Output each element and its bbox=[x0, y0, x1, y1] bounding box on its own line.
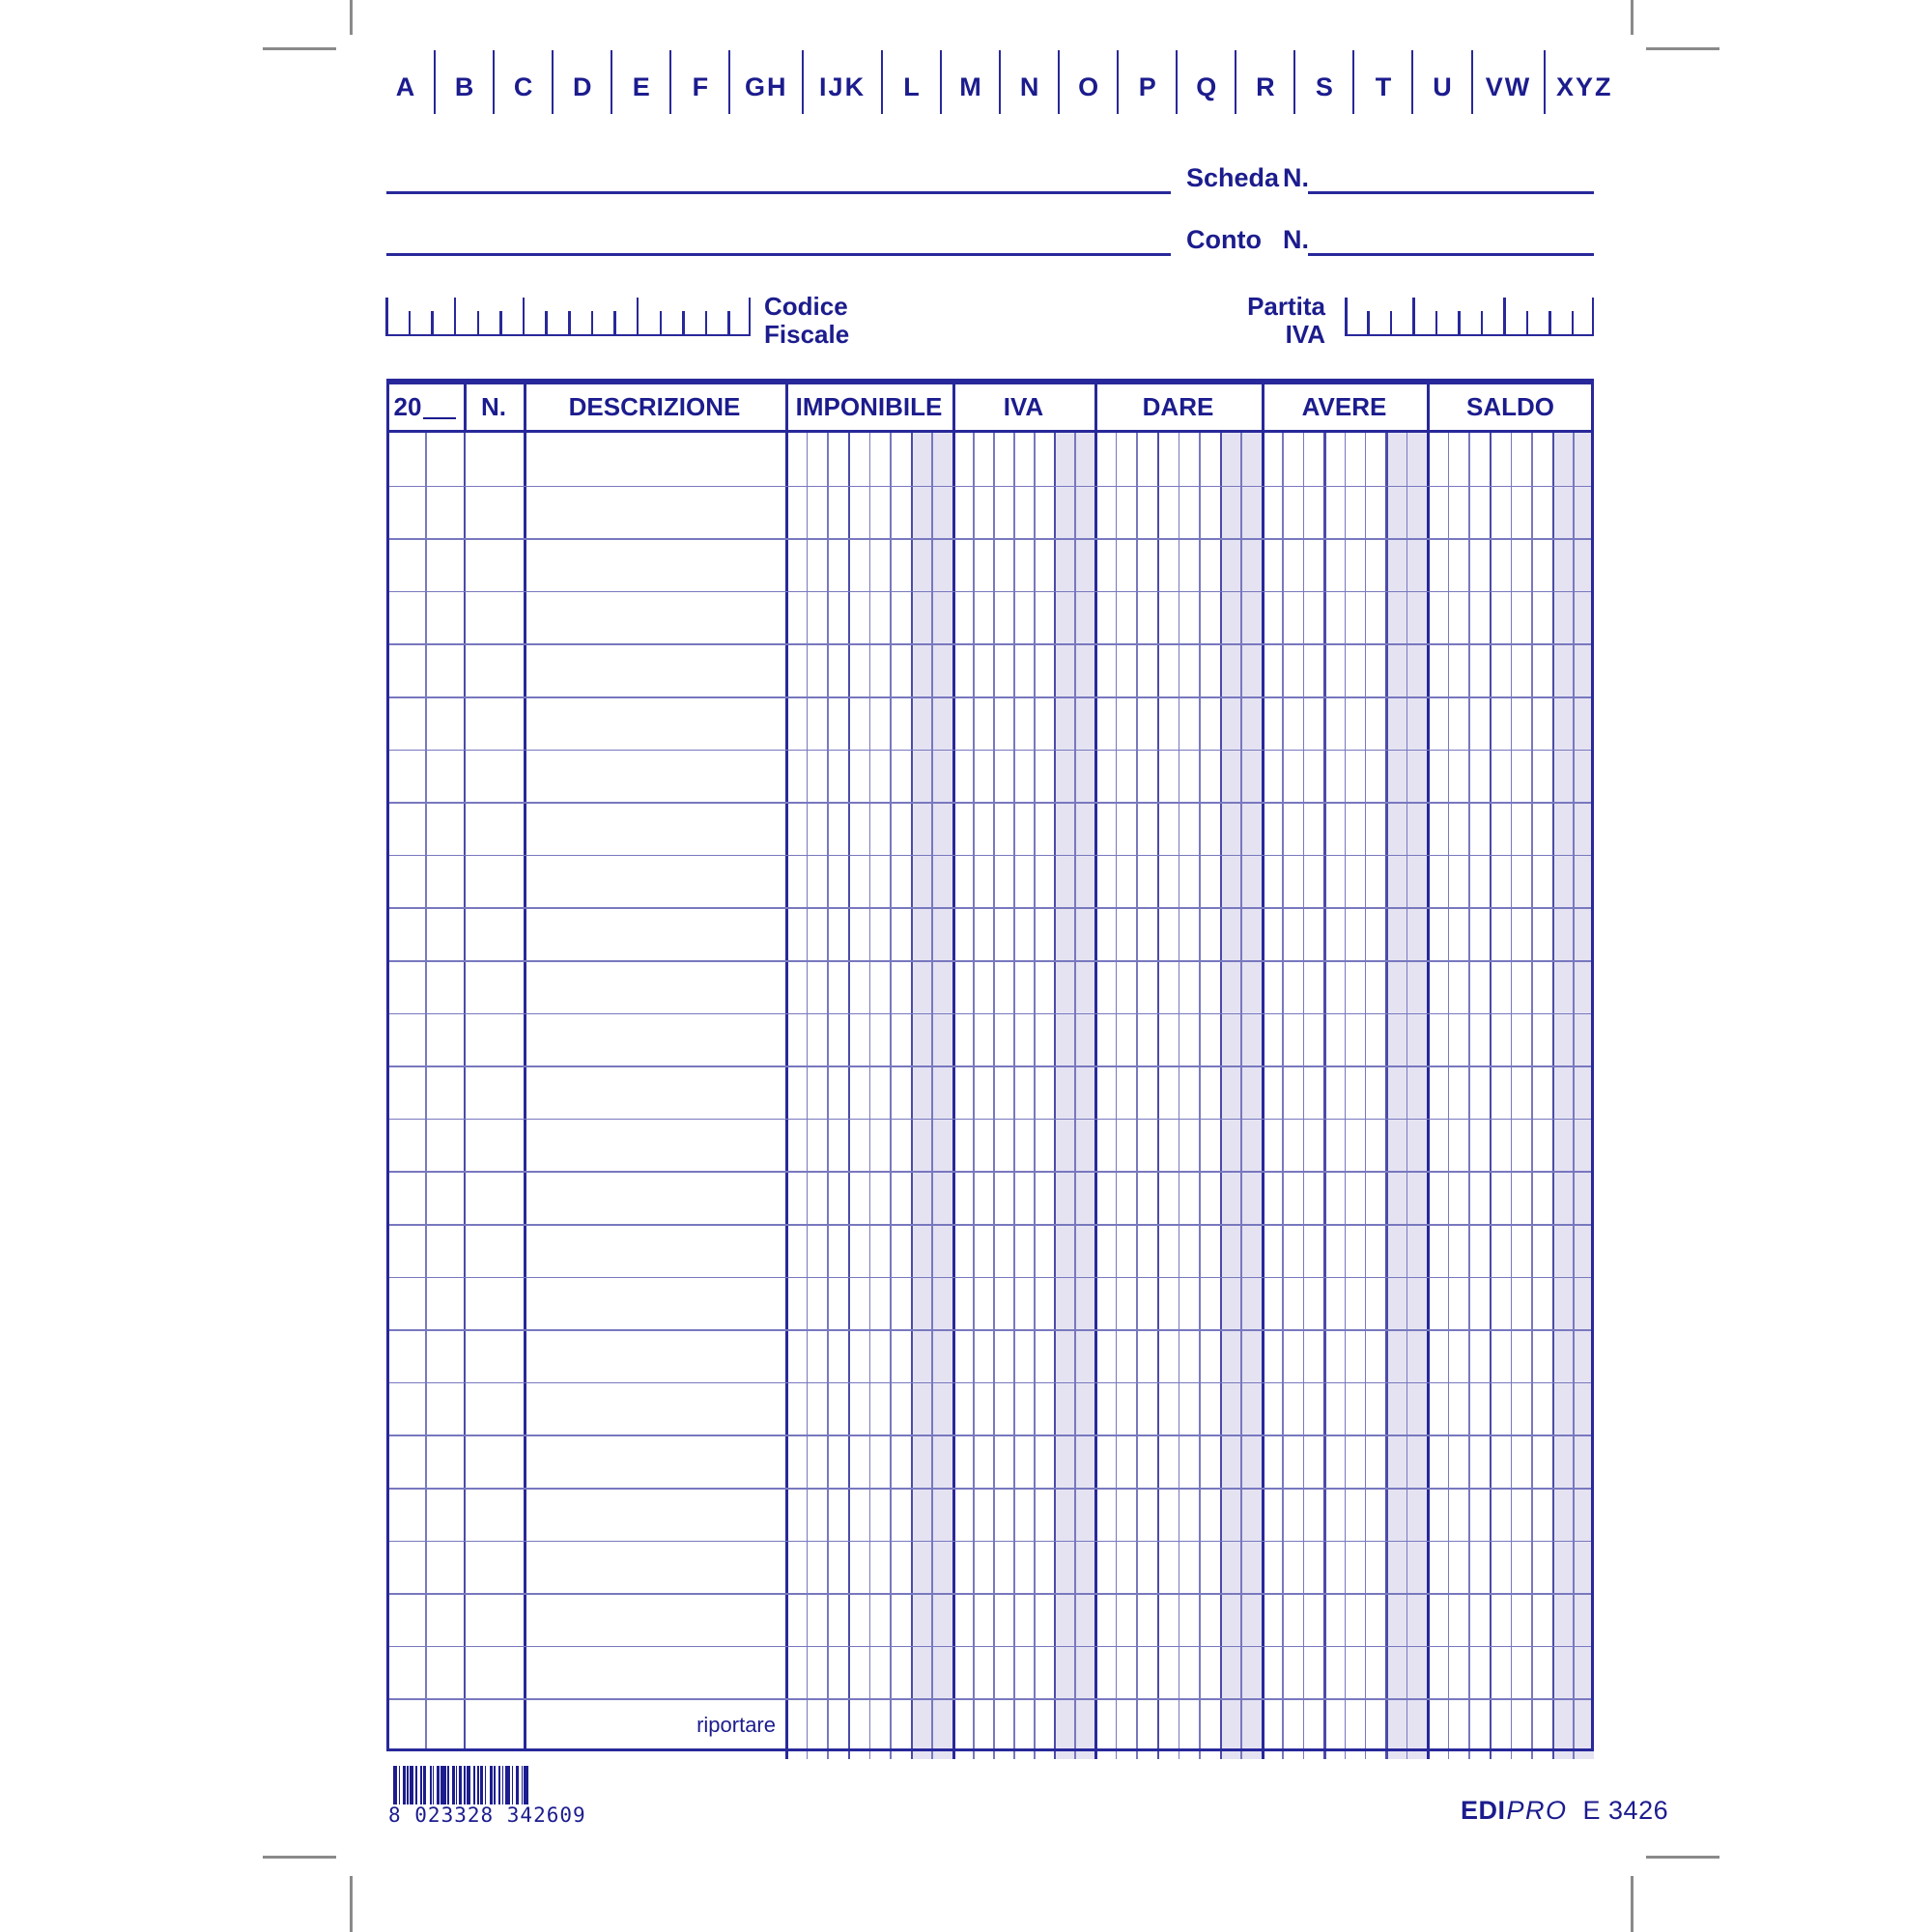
row-line bbox=[389, 1277, 1591, 1279]
alphabet-tab-p: P bbox=[1119, 50, 1178, 114]
crop-mark-bottom-left-vertical bbox=[350, 1876, 353, 1932]
comb-tooth bbox=[523, 298, 526, 336]
grid-vline bbox=[848, 433, 850, 1759]
comb-tooth bbox=[637, 298, 639, 336]
grid-vline bbox=[1034, 433, 1036, 1759]
crop-mark-bottom-right-vertical bbox=[1631, 1876, 1634, 1932]
alphabet-tab-xyz: XYZ bbox=[1555, 72, 1613, 101]
grid-vline bbox=[1468, 433, 1470, 1759]
row-line bbox=[389, 696, 1591, 698]
grid-vline bbox=[1531, 433, 1533, 1759]
header-separator bbox=[1262, 384, 1264, 430]
alphabet-tab-t: T bbox=[1354, 50, 1413, 114]
conto-label: Conto bbox=[1186, 225, 1262, 254]
grid-vline bbox=[1157, 433, 1159, 1759]
grid-vline bbox=[1013, 433, 1015, 1759]
row-line bbox=[389, 643, 1591, 645]
grid-vline bbox=[1054, 433, 1056, 1759]
grid-vline bbox=[1490, 433, 1492, 1759]
header-separator bbox=[1094, 384, 1097, 430]
col-header-descrizione: DESCRIZIONE bbox=[568, 392, 741, 421]
grid-vline bbox=[993, 433, 995, 1759]
table-border-bottom bbox=[386, 1748, 1594, 1751]
grid-vline bbox=[1323, 433, 1325, 1759]
header-separator bbox=[524, 384, 526, 430]
col-header-imponibile: IMPONIBILE bbox=[795, 392, 943, 421]
alphabet-tab-m: M bbox=[942, 50, 1001, 114]
conto-n-label: N. bbox=[1283, 225, 1309, 254]
grid-vline bbox=[1074, 433, 1076, 1759]
alphabet-tab-ijk: IJK bbox=[804, 50, 883, 114]
comb-tooth bbox=[545, 311, 548, 336]
crop-mark-bottom-right-horizontal bbox=[1646, 1856, 1719, 1859]
partita-iva-comb bbox=[1345, 296, 1594, 336]
row-line bbox=[389, 855, 1591, 857]
crop-mark-top-right-horizontal bbox=[1646, 47, 1719, 50]
alphabet-tab-q: Q bbox=[1178, 50, 1236, 114]
table-border-right bbox=[1591, 379, 1594, 1751]
grid-vline bbox=[1345, 433, 1347, 1759]
row-line bbox=[389, 750, 1591, 752]
row-line bbox=[389, 1646, 1591, 1648]
row-line bbox=[389, 1065, 1591, 1067]
comb-tooth bbox=[431, 311, 434, 336]
comb-tooth bbox=[1367, 311, 1370, 336]
barcode-digits: 8 023328 342609 bbox=[388, 1804, 586, 1827]
row-line bbox=[389, 1013, 1591, 1015]
scheda-fill-line bbox=[386, 191, 1171, 194]
comb-tooth bbox=[385, 298, 388, 336]
comb-baseline bbox=[1345, 334, 1594, 337]
alphabet-tab-o: O bbox=[1060, 50, 1119, 114]
header-separator bbox=[1427, 384, 1430, 430]
grid-vline bbox=[1199, 433, 1201, 1759]
brand-edi: EDI bbox=[1461, 1796, 1506, 1825]
brand-footer bbox=[1461, 1798, 1668, 1824]
comb-tooth bbox=[1458, 311, 1461, 336]
row-line bbox=[389, 1541, 1591, 1543]
grid-vline bbox=[1511, 433, 1513, 1759]
row-line bbox=[389, 1435, 1591, 1436]
row-line bbox=[389, 802, 1591, 804]
header-separator bbox=[785, 384, 788, 430]
row-line bbox=[389, 538, 1591, 540]
grid-vline bbox=[1385, 433, 1387, 1759]
alphabet-tab-u: U bbox=[1413, 50, 1472, 114]
comb-tooth bbox=[660, 311, 663, 336]
grid-vline bbox=[890, 433, 892, 1759]
alphabet-tab-b: B bbox=[436, 50, 495, 114]
comb-tooth bbox=[749, 298, 752, 336]
row-line bbox=[389, 960, 1591, 962]
alphabet-tab-r: R bbox=[1236, 50, 1295, 114]
row-line bbox=[389, 1382, 1591, 1384]
crop-mark-top-right-vertical bbox=[1631, 0, 1634, 35]
grid-vline bbox=[1448, 433, 1450, 1759]
comb-tooth bbox=[1548, 311, 1551, 336]
comb-tooth bbox=[409, 311, 412, 336]
table-border-left bbox=[386, 379, 389, 1751]
comb-tooth bbox=[1390, 311, 1393, 336]
comb-tooth bbox=[1572, 311, 1575, 336]
grid-vline bbox=[1573, 433, 1575, 1759]
alphabet-tab-c: C bbox=[495, 50, 554, 114]
table-border-top bbox=[386, 379, 1594, 384]
conto-row bbox=[386, 216, 1594, 256]
grid-vline bbox=[1179, 433, 1180, 1759]
grid-vline bbox=[1365, 433, 1367, 1759]
conto-fill-line bbox=[386, 253, 1171, 256]
grid-vline bbox=[1220, 433, 1222, 1759]
grid-vline bbox=[1303, 433, 1305, 1759]
scheda-label: Scheda bbox=[1186, 163, 1280, 192]
alphabet-tab-gh: GH bbox=[730, 50, 804, 114]
alphabet-tab-l: L bbox=[883, 50, 942, 114]
col-header-dare: DARE bbox=[1142, 392, 1214, 421]
comb-tooth bbox=[1592, 298, 1595, 336]
col-header-year bbox=[386, 384, 464, 430]
codice-fiscale-label-line1: Codice bbox=[764, 292, 848, 321]
row-line bbox=[389, 1329, 1591, 1331]
comb-tooth bbox=[1345, 298, 1348, 336]
crop-mark-top-left-vertical bbox=[350, 0, 353, 35]
row-line bbox=[389, 1224, 1591, 1226]
comb-tooth bbox=[568, 311, 571, 336]
grid-vline bbox=[1552, 433, 1554, 1759]
comb-tooth bbox=[477, 311, 480, 336]
grid-vline bbox=[1136, 433, 1138, 1759]
comb-tooth bbox=[727, 311, 730, 336]
row-line bbox=[389, 486, 1591, 488]
row-line bbox=[389, 1171, 1591, 1173]
codice-fiscale-label-line2: Fiscale bbox=[764, 320, 850, 349]
grid-vline bbox=[869, 433, 871, 1759]
col-header-saldo: SALDO bbox=[1466, 392, 1554, 421]
grid-vline-date-split bbox=[425, 433, 427, 1751]
grid-vline bbox=[931, 433, 933, 1759]
comb-tooth bbox=[454, 298, 457, 336]
partita-iva-label-line1: Partita bbox=[1247, 292, 1325, 321]
alphabet-tab-vw: VW bbox=[1473, 50, 1547, 114]
grid-vline-column-boundary bbox=[1262, 433, 1264, 1759]
col-header-iva: IVA bbox=[1003, 392, 1044, 421]
col-header-avere: AVERE bbox=[1301, 392, 1387, 421]
comb-tooth bbox=[1481, 311, 1484, 336]
grid-vline bbox=[827, 433, 829, 1759]
grid-vline-column-boundary bbox=[952, 433, 955, 1759]
year-prefix: 20 bbox=[393, 392, 422, 421]
grid-vline-descrizione bbox=[524, 433, 526, 1751]
barcode-bar bbox=[524, 1766, 527, 1804]
comb-tooth bbox=[1526, 311, 1529, 336]
crop-mark-top-left-horizontal bbox=[263, 47, 336, 50]
alphabet-tab-d: D bbox=[554, 50, 612, 114]
table-body-grid bbox=[386, 433, 1594, 1759]
comb-tooth bbox=[591, 311, 594, 336]
scheda-number-line bbox=[1308, 191, 1594, 194]
header-separator bbox=[464, 384, 467, 430]
row-line bbox=[389, 907, 1591, 909]
partita-iva-label bbox=[1198, 293, 1325, 349]
partita-iva-label-line2: IVA bbox=[1285, 320, 1325, 349]
codice-fiscale-label bbox=[764, 293, 849, 349]
alphabet-index bbox=[377, 50, 1623, 114]
barcode bbox=[393, 1766, 528, 1804]
comb-tooth bbox=[1435, 311, 1438, 336]
ledger-table bbox=[386, 379, 1594, 1751]
riportare-label: riportare bbox=[696, 1712, 776, 1737]
codice-fiscale-comb bbox=[385, 296, 751, 336]
table-header-rule bbox=[386, 430, 1594, 433]
crop-mark-bottom-left-horizontal bbox=[263, 1856, 336, 1859]
row-line bbox=[389, 1593, 1591, 1595]
grid-vline bbox=[807, 433, 809, 1759]
grid-vline bbox=[1240, 433, 1242, 1759]
header-separator bbox=[952, 384, 955, 430]
grid-vline-column-boundary bbox=[785, 433, 788, 1759]
grid-vline-column-boundary bbox=[1427, 433, 1430, 1759]
row-line bbox=[389, 1488, 1591, 1490]
comb-tooth bbox=[1503, 298, 1506, 336]
grid-vline-column-boundary bbox=[1094, 433, 1097, 1759]
grid-vline bbox=[973, 433, 975, 1759]
scheda-row bbox=[386, 155, 1594, 194]
comb-tooth bbox=[1412, 298, 1415, 336]
alphabet-tab-f: F bbox=[671, 50, 730, 114]
comb-tooth bbox=[613, 311, 616, 336]
alphabet-tab-a: A bbox=[377, 50, 436, 114]
comb-tooth bbox=[499, 311, 502, 336]
grid-vline-numero bbox=[464, 433, 466, 1751]
alphabet-tab-n: N bbox=[1001, 50, 1060, 114]
product-code: E 3426 bbox=[1582, 1796, 1669, 1825]
year-blank-underline bbox=[423, 395, 456, 419]
grid-vline bbox=[1282, 433, 1284, 1759]
alphabet-tab-e: E bbox=[612, 50, 671, 114]
col-header-numero: N. bbox=[481, 392, 506, 421]
grid-vline bbox=[1406, 433, 1408, 1759]
scheda-n-label: N. bbox=[1283, 163, 1309, 192]
row-line bbox=[389, 1119, 1591, 1121]
comb-tooth bbox=[682, 311, 685, 336]
comb-tooth bbox=[705, 311, 708, 336]
brand-pro: PRO bbox=[1506, 1796, 1568, 1825]
grid-vline bbox=[911, 433, 913, 1759]
row-line bbox=[389, 591, 1591, 593]
grid-vline bbox=[1116, 433, 1118, 1759]
alphabet-tab-s: S bbox=[1295, 50, 1354, 114]
conto-number-line bbox=[1308, 253, 1594, 256]
